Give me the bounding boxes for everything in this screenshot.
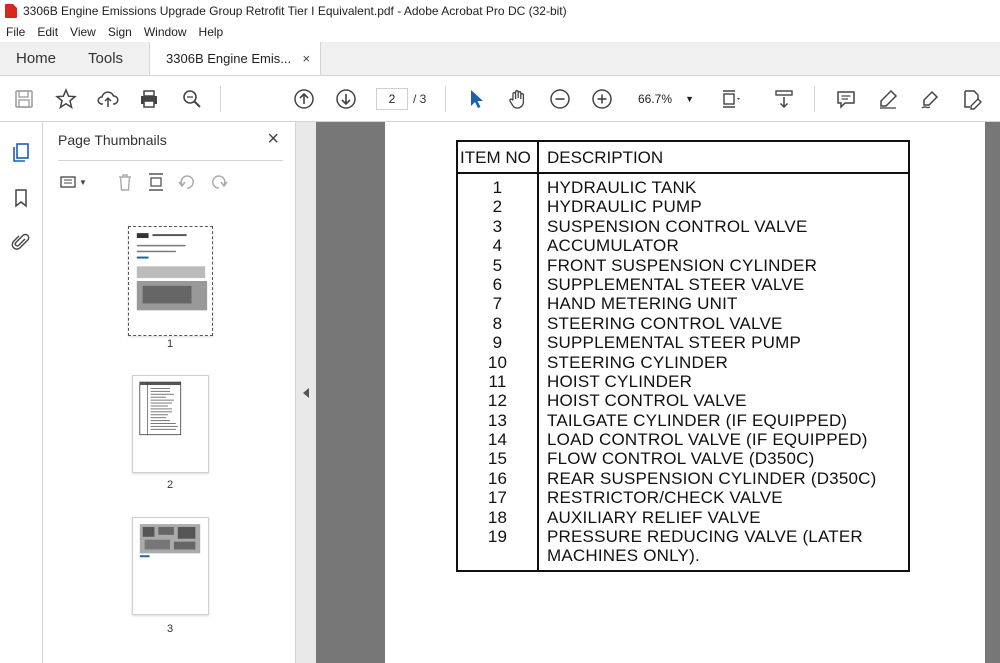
menu-window[interactable]: Window <box>143 25 187 39</box>
item-description: LOAD CONTROL VALVE (IF EQUIPPED) <box>547 430 868 450</box>
item-number: 6 <box>492 274 503 294</box>
menu-file[interactable]: File <box>6 25 26 39</box>
panel-title: Page Thumbnails <box>58 132 167 148</box>
thumbnail-number: 1 <box>166 338 174 350</box>
item-number: 5 <box>492 255 503 275</box>
table-row <box>458 275 908 294</box>
item-description: FLOW CONTROL VALVE (D350C) <box>547 449 815 469</box>
menu-view[interactable]: View <box>70 25 96 39</box>
menu-help[interactable]: Help <box>198 25 224 39</box>
close-panel-icon[interactable]: × <box>267 128 279 150</box>
document-tab-label: 3306B Engine Emis... <box>166 51 292 66</box>
attachments-icon[interactable] <box>9 230 33 254</box>
save-icon[interactable] <box>12 87 36 111</box>
item-number: 8 <box>492 313 503 333</box>
table-row <box>458 449 908 468</box>
table-row <box>458 411 908 430</box>
item-number: 3 <box>492 216 503 236</box>
rotate-right-icon[interactable] <box>207 170 231 194</box>
menu-sign[interactable]: Sign <box>107 25 132 39</box>
page-total: / 3 <box>413 92 427 106</box>
table-row <box>458 391 908 410</box>
page-thumbnails-icon[interactable] <box>9 140 33 164</box>
item-number: 14 <box>487 430 508 450</box>
item-number: 16 <box>487 468 508 488</box>
item-number: 10 <box>487 352 508 372</box>
table-row <box>458 527 908 567</box>
table-rows <box>458 178 908 567</box>
thumbnail-preview <box>133 518 208 614</box>
menu-edit[interactable]: Edit <box>37 25 59 39</box>
item-description: FRONT SUSPENSION CYLINDER <box>547 255 818 275</box>
item-number: 2 <box>492 197 503 217</box>
page-thumbnail[interactable] <box>132 517 209 615</box>
table-row <box>458 488 908 507</box>
item-description: HOIST CYLINDER <box>547 371 693 391</box>
main-toolbar <box>0 76 1000 122</box>
thumbnail-number: 2 <box>166 479 174 491</box>
parts-table <box>456 140 910 572</box>
item-number: 15 <box>487 449 508 469</box>
table-row <box>458 333 908 352</box>
bookmarks-icon[interactable] <box>9 186 33 210</box>
tab-bar <box>0 42 1000 76</box>
collapse-panel-handle[interactable] <box>296 122 316 663</box>
table-row <box>458 217 908 236</box>
highlight-pen-icon[interactable] <box>876 87 900 111</box>
thumbnail-preview <box>129 227 212 335</box>
page-thumbnail[interactable] <box>128 226 213 336</box>
delete-page-icon[interactable] <box>113 170 137 194</box>
edit-pdf-icon[interactable] <box>960 87 984 111</box>
table-row <box>458 314 908 333</box>
item-description: RESTRICTOR/CHECK VALVE <box>547 488 783 508</box>
document-viewer[interactable] <box>316 122 1000 663</box>
column-header-item-no: ITEM NO <box>460 148 531 167</box>
item-number: 18 <box>487 507 508 527</box>
item-number: 19 <box>487 527 508 547</box>
pdf-page <box>385 122 985 663</box>
item-number: 11 <box>488 371 507 391</box>
chevron-left-icon <box>303 388 309 398</box>
bookmark-star-icon[interactable] <box>54 87 78 111</box>
dropdown-arrow-icon[interactable]: ▼ <box>79 177 87 187</box>
table-row <box>458 430 908 449</box>
comment-icon[interactable] <box>834 87 858 111</box>
zoom-in-icon[interactable] <box>590 87 614 111</box>
item-description: STEERING CONTROL VALVE <box>547 313 783 333</box>
item-description: TAILGATE CYLINDER (IF EQUIPPED) <box>547 410 848 430</box>
tab-document[interactable] <box>149 42 321 75</box>
item-description: SUPPLEMENTAL STEER VALVE <box>547 274 805 294</box>
close-tab-icon[interactable]: × <box>302 51 311 66</box>
scrolling-mode-icon[interactable] <box>772 87 796 111</box>
menu-bar <box>0 22 1000 42</box>
table-row <box>458 197 908 216</box>
page-thumbnail[interactable] <box>132 375 209 473</box>
item-description: AUXILIARY RELIEF VALVE <box>547 507 761 527</box>
item-number: 17 <box>487 488 508 508</box>
fill-sign-icon[interactable] <box>918 87 942 111</box>
table-row <box>458 353 908 372</box>
item-number: 12 <box>487 391 508 411</box>
table-row <box>458 256 908 275</box>
insert-page-icon[interactable] <box>144 170 168 194</box>
previous-page-icon[interactable] <box>292 87 316 111</box>
item-description: PRESSURE REDUCING VALVE (LATER MACHINES ONLY). <box>547 527 863 566</box>
item-description: SUPPLEMENTAL STEER PUMP <box>547 333 801 353</box>
item-number: 13 <box>487 410 508 430</box>
fit-page-icon[interactable] <box>718 87 742 111</box>
find-zoom-icon[interactable] <box>180 87 204 111</box>
navigation-rail <box>0 122 43 663</box>
item-number: 4 <box>492 236 503 256</box>
item-description: STEERING CYLINDER <box>547 352 728 372</box>
rotate-left-icon[interactable] <box>175 170 199 194</box>
window-title: 3306B Engine Emissions Upgrade Group Retrofit Tier I Equivalent.pdf - Adobe Acrobat Pro DC (32-bit) <box>23 4 567 18</box>
tab-home[interactable]: Home <box>16 50 57 67</box>
zoom-out-icon[interactable] <box>548 87 572 111</box>
item-description: HYDRAULIC TANK <box>547 178 697 197</box>
column-header-description: DESCRIPTION <box>547 148 664 167</box>
select-cursor-icon[interactable] <box>464 87 488 111</box>
item-description: HOIST CONTROL VALVE <box>547 391 747 411</box>
item-description: HAND METERING UNIT <box>547 294 738 314</box>
table-row <box>458 294 908 313</box>
hand-tool-icon[interactable] <box>506 87 530 111</box>
item-description: HYDRAULIC PUMP <box>547 197 702 217</box>
zoom-select[interactable] <box>632 88 700 110</box>
table-row <box>458 372 908 391</box>
table-row <box>458 469 908 488</box>
title-bar <box>0 0 1000 22</box>
page-number-input[interactable]: 2 <box>376 88 408 110</box>
zoom-value: 66.7% <box>638 92 673 106</box>
tab-tools[interactable]: Tools <box>88 50 124 67</box>
thumbnail-number: 3 <box>166 623 174 635</box>
item-description: REAR SUSPENSION CYLINDER (D350C) <box>547 468 877 488</box>
table-row <box>458 178 908 197</box>
next-page-icon[interactable] <box>334 87 358 111</box>
pdf-app-icon <box>5 4 17 18</box>
page-thumbnails-panel <box>43 122 296 663</box>
item-description: SUSPENSION CONTROL VALVE <box>547 216 808 236</box>
upload-cloud-icon[interactable] <box>96 87 120 111</box>
chevron-down-icon: ▼ <box>685 94 694 104</box>
table-row <box>458 236 908 255</box>
item-number: 1 <box>492 178 503 197</box>
item-number: 9 <box>492 333 503 353</box>
item-number: 7 <box>492 294 503 314</box>
thumbnail-preview <box>133 376 208 472</box>
item-description: ACCUMULATOR <box>547 236 679 256</box>
print-icon[interactable] <box>137 87 161 111</box>
table-row <box>458 508 908 527</box>
